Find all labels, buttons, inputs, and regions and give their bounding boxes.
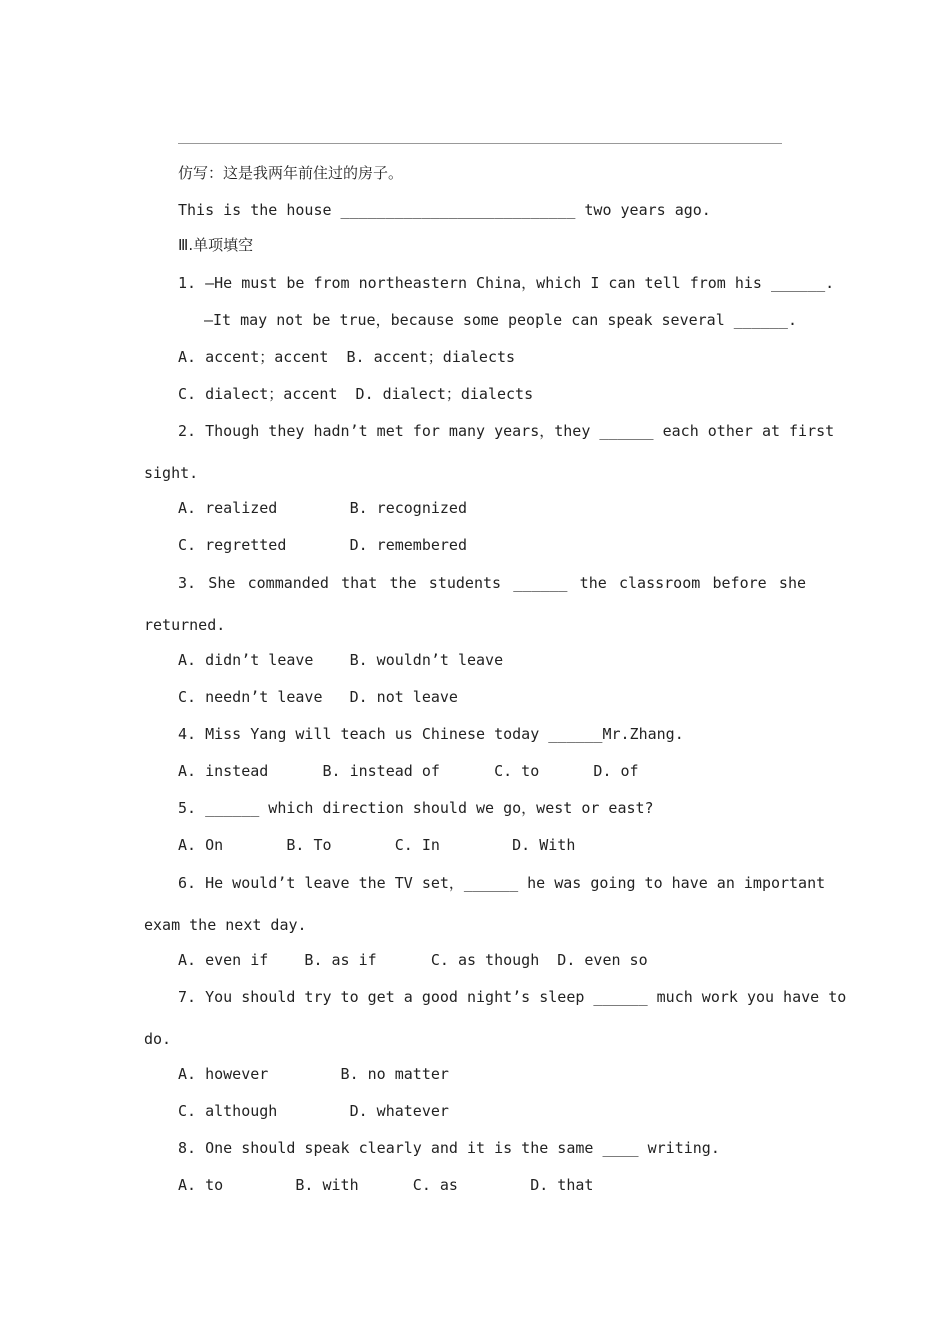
section-heading: Ⅲ.单项填空 bbox=[178, 236, 254, 254]
question-8-options: A. to B. with C. as D. that bbox=[178, 1176, 594, 1194]
question-6-line-2: exam the next day. bbox=[144, 916, 307, 934]
question-2-options-cd: C. regretted D. remembered bbox=[178, 536, 467, 554]
question-3-line-1: 3. She commanded that the students ______ the classroom before she bbox=[178, 574, 806, 592]
question-3-line-2: returned. bbox=[144, 616, 226, 634]
question-7-line-2: do. bbox=[144, 1030, 172, 1048]
question-4-options: A. instead B. instead of C. to D. of bbox=[178, 762, 639, 780]
question-3-options-ab: A. didn’t leave B. wouldn’t leave bbox=[178, 651, 504, 669]
question-2-line-2: sight. bbox=[144, 464, 199, 482]
top-divider bbox=[178, 143, 782, 144]
question-1-options-ab: A. accent；accent B. accent；dialects bbox=[178, 348, 516, 366]
question-7-options-ab: A. however B. no matter bbox=[178, 1065, 449, 1083]
question-1-line-2: —It may not be true，because some people can speak several ______. bbox=[204, 311, 797, 329]
rewrite-sentence: This is the house __________________________ two years ago. bbox=[178, 201, 711, 219]
rewrite-prompt: 仿写：这是我两年前住过的房子。 bbox=[178, 164, 404, 182]
question-2-options-ab: A. realized B. recognized bbox=[178, 499, 467, 517]
question-3-options-cd: C. needn’t leave D. not leave bbox=[178, 688, 458, 706]
question-4: 4. Miss Yang will teach us Chinese today ______Mr.Zhang. bbox=[178, 725, 684, 743]
question-5-options: A. On B. To C. In D. With bbox=[178, 836, 576, 854]
question-7-options-cd: C. although D. whatever bbox=[178, 1102, 449, 1120]
question-6-options: A. even if B. as if C. as though D. even so bbox=[178, 951, 648, 969]
question-6-line-1: 6. He would’t leave the TV set，______ he was going to have an important bbox=[178, 874, 826, 892]
question-8: 8. One should speak clearly and it is the same ____ writing. bbox=[178, 1139, 720, 1157]
question-1-line-1: 1. —He must be from northeastern China，which I can tell from his ______. bbox=[178, 274, 835, 292]
question-2-line-1: 2. Though they hadn’t met for many years，they ______ each other at first bbox=[178, 422, 835, 440]
question-5: 5. ______ which direction should we go，west or east? bbox=[178, 799, 654, 817]
question-1-options-cd: C. dialect；accent D. dialect；dialects bbox=[178, 385, 534, 403]
question-7-line-1: 7. You should try to get a good night’s sleep ______ much work you have to bbox=[178, 988, 847, 1006]
